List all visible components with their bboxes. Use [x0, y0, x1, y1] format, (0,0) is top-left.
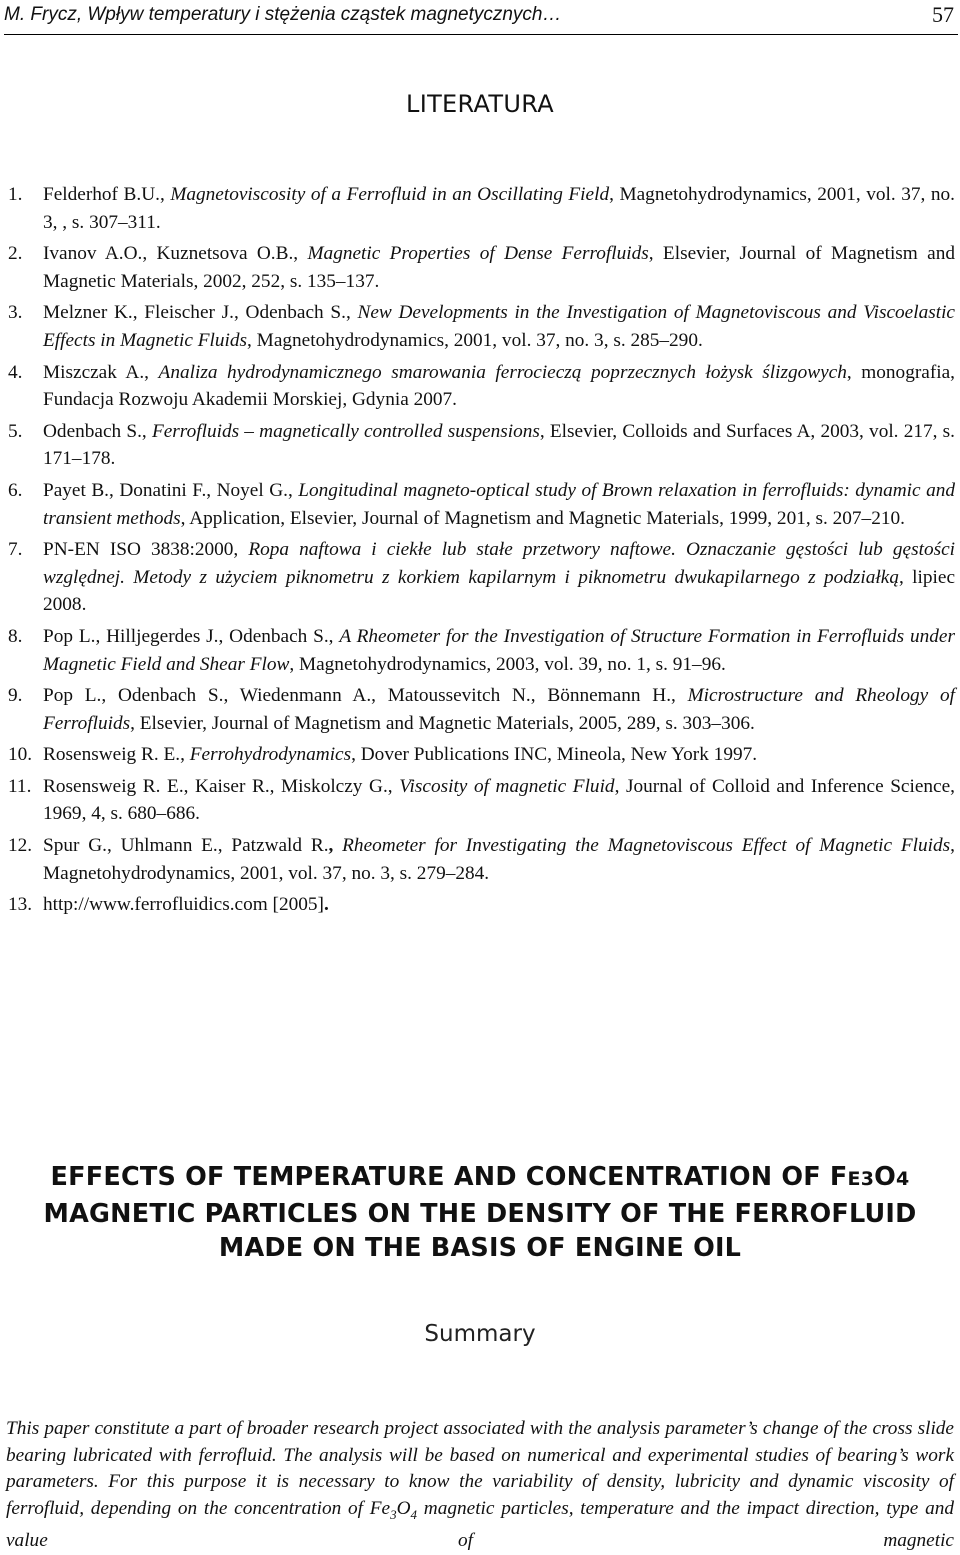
reference-item: [8, 891, 955, 919]
reference-title: Ferrofluids – magnetically controlled suspensions: [151, 420, 540, 442]
reference-title: Magnetoviscosity of a Ferrofluid in an Oscillating Field: [170, 184, 610, 205]
summary-sub-4: 4: [410, 1506, 418, 1522]
reference-title: Microstructure and Rheology of Ferrofluids: [43, 685, 955, 734]
reference-authors: Payet B., Donatini F., Noyel G.,: [43, 479, 299, 501]
reference-title: A Rheometer for the Investigation of Structure Formation in Ferrofluids under Magnetic Field and Shear Flow: [43, 625, 955, 675]
summary-chem-o: O: [396, 1497, 411, 1519]
reference-number: 10.: [8, 744, 33, 766]
english-title-line-3: MADE ON THE BASIS OF ENGINE OIL: [218, 1233, 742, 1263]
reference-authors: Melzner K., Fleischer J., Odenbach S.,: [43, 302, 358, 324]
reference-source: , Magnetohydrodynamics, 2001, vol. 37, no. 3, s. 285–290.: [247, 329, 703, 351]
reference-title: Analiza hydrodynamicznego smarowania ferrocieczą poprzecznych łożysk ślizgowych: [158, 361, 847, 383]
english-title-sub-3: 3: [860, 1168, 875, 1190]
reference-number: 13.: [8, 894, 33, 916]
reference-item: [8, 299, 955, 354]
reference-number: 1.: [8, 184, 23, 205]
reference-item: [8, 240, 955, 295]
reference-item: [8, 623, 955, 678]
reference-item: [8, 181, 955, 236]
reference-item: [8, 682, 955, 737]
reference-item: [8, 536, 955, 619]
summary-text-b: magnetic particles, temperature and the impact direction, type and value of magnetic: [6, 1497, 954, 1552]
reference-item: [8, 359, 955, 414]
summary-text-a: This paper constitute a part of broader research project associated with the analysis parameter’s change of the cross slide bearing lubricated with ferrofluid. The analysis will be based on numerical and experimental studies of bearing’s work parameters. For this purpose it is necessary to know the variability of density, lubricity and dynamic viscosity of ferrofluid, depending on the concentration of Fe: [6, 1418, 954, 1519]
reference-source: , lipiec 2008.: [43, 566, 955, 616]
english-title: [40, 1160, 920, 1266]
reference-authors: Spur G., Uhlmann E., Patzwald R.: [43, 835, 329, 857]
reference-url: http://www.ferrofluidics.com [2005]: [43, 894, 324, 916]
summary-sub-3: 3: [390, 1506, 397, 1522]
reference-source: , Journal of Colloid and Inference Science, 1969, 4, s. 680–686.: [43, 775, 955, 825]
english-title-line-1-text: EFFECTS OF TEMPERATURE AND CONCENTRATION OF F: [50, 1162, 848, 1192]
reference-title: Ferrohydrodynamics: [189, 744, 352, 766]
reference-number: 5.: [8, 420, 23, 442]
reference-number: 3.: [8, 302, 23, 324]
english-title-line-2: MAGNETIC PARTICLES ON THE DENSITY OF THE FERROFLUID: [43, 1198, 917, 1229]
reference-authors: Rosensweig R. E.,: [43, 744, 190, 766]
literature-heading: LITERATURA: [406, 90, 554, 118]
reference-source: , Elsevier, Colloids and Surfaces A, 2003, vol. 217, s. 171–178.: [43, 420, 956, 470]
english-title-sub-4: 4: [896, 1168, 910, 1190]
running-header-text: M. Frycz, Wpływ temperatury i stężenia cząstek magnetycznych…: [4, 4, 562, 25]
reference-source: , Magnetohydrodynamics, 2003, vol. 39, no. 1, s. 91–96.: [289, 653, 726, 675]
reference-number: 12.: [8, 835, 33, 857]
reference-title: Ropa naftowa i ciekłe lub stałe przetwory naftowe. Oznaczanie gęstości lub gęstości względnej. Metody z użyciem piknometru z korkiem kapilarnym i piknometru dwukapilarnego z podziałką: [43, 539, 956, 588]
reference-source: , Elsevier, Journal of Magnetism and Magnetic Materials, 2005, 289, s. 303–306.: [130, 712, 755, 734]
reference-number: 9.: [8, 685, 23, 707]
reference-list: [8, 181, 955, 923]
reference-source: , monografia, Fundacja Rozwoju Akademii Morskiej, Gdynia 2007.: [43, 361, 955, 411]
reference-terminator: .: [323, 894, 329, 916]
reference-item: [8, 773, 955, 828]
reference-authors: PN-EN ISO 3838:2000,: [43, 539, 249, 561]
reference-number: 11.: [8, 775, 32, 797]
reference-authors: Odenbach S.,: [43, 420, 152, 442]
reference-authors: Pop L., Hilljegerdes J., Odenbach S.,: [43, 625, 340, 647]
reference-number: 4.: [8, 361, 23, 383]
english-title-line-1: [40, 1160, 920, 1197]
reference-source: , Application, Elsevier, Journal of Magnetism and Magnetic Materials, 1999, 201, s. 207–210.: [180, 507, 905, 529]
reference-title: Longitudinal magneto-optical study of Brown relaxation in ferrofluids: dynamic and transient methods: [43, 479, 955, 529]
reference-title: Viscosity of magnetic Fluid: [399, 775, 615, 797]
summary-body: [6, 1416, 954, 1555]
reference-title: New Developments in the Investigation of Magnetoviscous and Viscoelastic Effects in Magnetic Fluids: [43, 302, 955, 351]
reference-authors: Ivanov A.O., Kuznetsova O.B.,: [43, 243, 308, 265]
reference-item: [8, 832, 955, 887]
reference-source: , Elsevier, Journal of Magnetism and Magnetic Materials, 2002, 252, s. 135–137.: [43, 243, 956, 292]
reference-item: [8, 741, 955, 769]
english-title-chem-o: O: [874, 1162, 897, 1192]
reference-source: , Dover Publications INC, Mineola, New York 1997.: [351, 744, 758, 766]
reference-title: Rheometer for Investigating the Magnetoviscous Effect of Magnetic Fluids: [333, 835, 951, 857]
page-number: 57: [932, 2, 954, 27]
reference-item: [8, 418, 955, 473]
reference-authors: Felderhof B.U.,: [43, 184, 171, 205]
reference-authors: Pop L., Odenbach S., Wiedenmann A., Matoussevitch N., Bönnemann H.,: [43, 685, 688, 707]
reference-number: 2.: [8, 243, 23, 265]
reference-authors: Miszczak A.,: [43, 361, 159, 383]
reference-source: , Magnetohydrodynamics, 2001, vol. 37, no. 3, , s. 307–311.: [43, 184, 955, 233]
reference-authors: Rosensweig R. E., Kaiser R., Miskolczy G.,: [43, 775, 400, 797]
english-title-chem-e: E: [847, 1168, 861, 1190]
reference-item: [8, 477, 955, 532]
running-header: [4, 0, 958, 35]
summary-heading: Summary: [424, 1321, 536, 1347]
reference-number: 6.: [8, 479, 23, 501]
reference-separator: ,: [328, 835, 334, 857]
reference-source: , Magnetohydrodynamics, 2001, vol. 37, no. 3, s. 279–284.: [43, 835, 955, 884]
reference-number: 8.: [8, 625, 23, 647]
reference-number: 7.: [8, 539, 23, 561]
reference-title: Magnetic Properties of Dense Ferrofluids: [307, 243, 649, 265]
